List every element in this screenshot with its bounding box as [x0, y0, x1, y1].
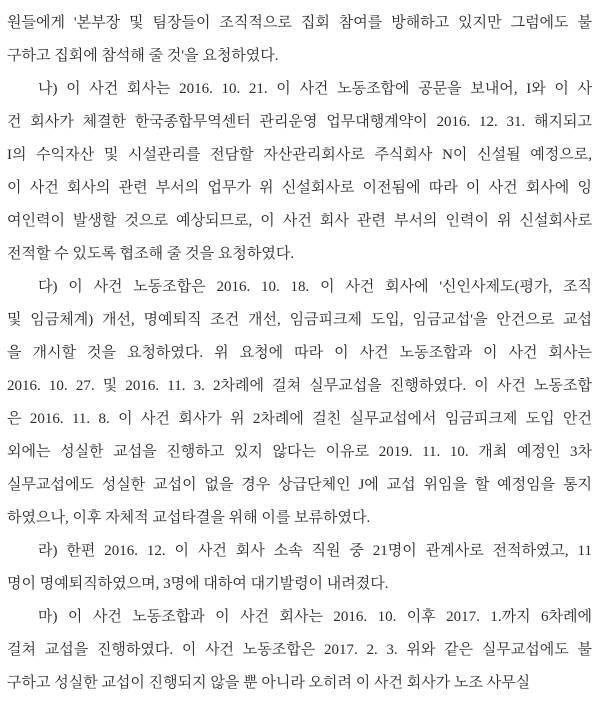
text-line: 명이 명예퇴직하였으며, 3명에 대하여 대기발령이 내려졌다. [7, 576, 389, 592]
text-line: 라) 한편 2016. 12. 이 사건 회사 소속 직원 중 21명이 관계사로 전적하였고, 11 [38, 543, 592, 559]
text-line: 을 개시할 것을 요청하였다. 위 요청에 따라 이 사건 노동조합과 이 사건 회사는 [7, 345, 592, 361]
text-line: 하였으나, 이후 자체적 교섭타결을 위해 이를 보류하였다. [7, 510, 371, 526]
paragraph [7, 535, 592, 601]
paragraph [7, 601, 592, 700]
text-line: 다) 이 사건 노동조합은 2016. 10. 18. 이 사건 회사에 '신인사제도(평가, 조직 [38, 279, 592, 295]
text-line: 여인력이 발생할 것으로 예상되므로, 이 사건 회사 관련 부서의 인력이 위 신설회사로 [7, 213, 592, 229]
text-line: 2016. 10. 27. 및 2016. 11. 3. 2차례에 걸쳐 실무교섭을 진행하였다. 이 사건 노동조합 [7, 378, 592, 394]
paragraph [7, 7, 592, 73]
text-line: I의 수익자산 및 시설관리를 전담할 자산관리회사로 주식회사 N이 신설될 예정으로, [7, 147, 592, 163]
text-line: 원들에게 '본부장 및 팀장들이 조직적으로 집회 참여를 방해하고 있지만 그럼에도 불 [7, 15, 592, 31]
paragraph [7, 271, 592, 535]
text-line: 이 사건 회사의 관련 부서의 업무가 위 신설회사로 이전됨에 따라 이 사건 회사에 잉 [7, 180, 592, 196]
text-line: 나) 이 사건 회사는 2016. 10. 21. 이 사건 노동조합에 공문을 보내어, I와 이 사 [38, 81, 592, 97]
text-line: 은 2016. 11. 8. 이 사건 회사가 위 2차례에 걸친 실무교섭에서 임금피크제 도입 안건 [7, 411, 592, 427]
text-line: 구하고 집회에 참석해 줄 것'을 요청하였다. [7, 48, 279, 64]
text-line: 걸쳐 교섭을 진행하였다. 이 사건 노동조합은 2017. 2. 3. 위와 같은 실무교섭에도 불 [7, 642, 592, 658]
document-text [7, 7, 592, 700]
text-line: 및 임금체계) 개선, 명예퇴직 조건 개선, 임금피크제 도입, 임금교섭'을 안건으로 교섭 [7, 312, 592, 328]
text-line: 구하고 성실한 교섭이 진행되지 않을 뿐 아니라 오히려 이 사건 회사가 노조 사무실 [7, 675, 531, 691]
text-line: 마) 이 사건 노동조합과 이 사건 회사는 2016. 10. 이후 2017. 1.까지 6차례에 [38, 609, 592, 625]
text-line: 외에는 성실한 교섭을 진행하고 있지 않다는 이유로 2019. 11. 10. 개최 예정인 3차 [7, 444, 592, 460]
paragraph [7, 73, 592, 271]
text-line: 전적할 수 있도록 협조해 줄 것을 요청하였다. [7, 246, 295, 262]
text-line: 실무교섭에도 성실한 교섭이 없을 경우 상급단체인 J에 교섭 위임을 할 예정임을 통지 [7, 477, 592, 493]
text-line: 건 회사가 체결한 한국종합무역센터 관리운영 업무대행계약이 2016. 12. 31. 해지되고 [7, 114, 592, 130]
